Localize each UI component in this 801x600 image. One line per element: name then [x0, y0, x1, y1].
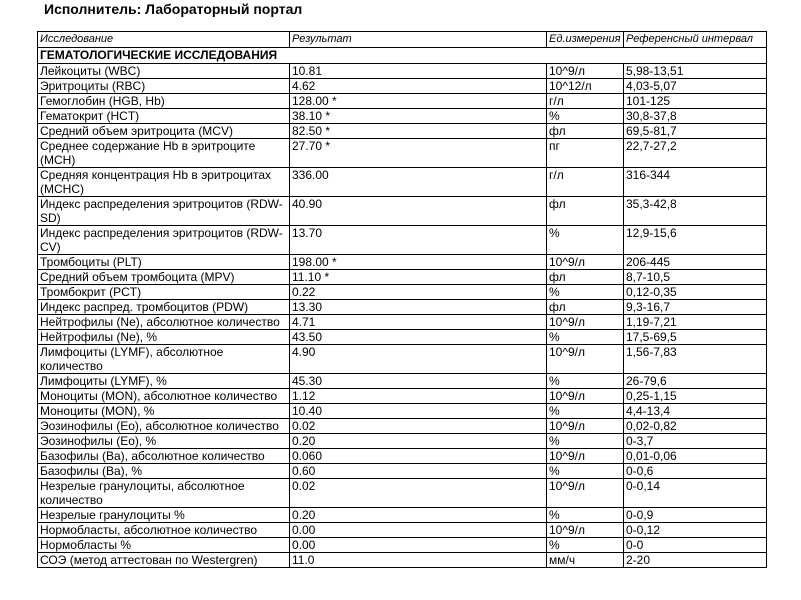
- cell-test: Незрелые гранулоциты %: [38, 508, 290, 523]
- table-row: [38, 345, 767, 374]
- table-row: [38, 330, 767, 345]
- cell-reference: 0,02-0,82: [624, 419, 767, 434]
- cell-test: Нейтрофилы (Ne), абсолютное количество: [38, 315, 290, 330]
- cell-test: Эозинофилы (Eo), абсолютное количество: [38, 419, 290, 434]
- cell-unit: %: [547, 330, 624, 345]
- cell-unit: %: [547, 404, 624, 419]
- cell-unit: 10^9/л: [547, 255, 624, 270]
- cell-result: 0.60: [290, 464, 547, 479]
- table-row: [38, 255, 767, 270]
- cell-unit: %: [547, 109, 624, 124]
- cell-result: 82.50 *: [290, 124, 547, 139]
- cell-unit: 10^9/л: [547, 419, 624, 434]
- cell-unit: %: [547, 464, 624, 479]
- cell-unit: мм/ч: [547, 553, 624, 568]
- cell-unit: 10^9/л: [547, 523, 624, 538]
- cell-reference: 26-79,6: [624, 374, 767, 389]
- cell-reference: 35,3-42,8: [624, 197, 767, 226]
- cell-test: Нейтрофилы (Ne), %: [38, 330, 290, 345]
- page-title: Исполнитель: Лабораторный портал: [44, 1, 303, 17]
- table-row: [38, 404, 767, 419]
- cell-reference: 8,7-10,5: [624, 270, 767, 285]
- cell-unit: 10^9/л: [547, 389, 624, 404]
- cell-reference: 101-125: [624, 94, 767, 109]
- cell-result: 0.20: [290, 508, 547, 523]
- cell-unit: г/л: [547, 94, 624, 109]
- cell-result: 198.00 *: [290, 255, 547, 270]
- cell-reference: 1,56-7,83: [624, 345, 767, 374]
- cell-test: Средний объем эритроцита (MCV): [38, 124, 290, 139]
- table-row: [38, 449, 767, 464]
- cell-unit: 10^12/л: [547, 79, 624, 94]
- cell-reference: 0-0,14: [624, 479, 767, 508]
- cell-result: 13.70: [290, 226, 547, 255]
- cell-reference: 0-0: [624, 538, 767, 553]
- cell-result: 10.81: [290, 64, 547, 79]
- cell-test: Базофилы (Ba), %: [38, 464, 290, 479]
- cell-unit: фл: [547, 300, 624, 315]
- table-row: [38, 124, 767, 139]
- cell-unit: 10^9/л: [547, 449, 624, 464]
- column-header-reference: Референсный интервал: [624, 32, 767, 48]
- cell-unit: 10^9/л: [547, 479, 624, 508]
- cell-test: Средний объем тромбоцита (MPV): [38, 270, 290, 285]
- cell-test: Лимфоциты (LYMF), %: [38, 374, 290, 389]
- cell-reference: 69,5-81,7: [624, 124, 767, 139]
- cell-reference: 4,4-13,4: [624, 404, 767, 419]
- cell-test: СОЭ (метод аттестован по Westergren): [38, 553, 290, 568]
- cell-reference: 22,7-27,2: [624, 139, 767, 168]
- table-row: [38, 64, 767, 79]
- cell-test: Эозинофилы (Eo), %: [38, 434, 290, 449]
- cell-test: Тромбоциты (PLT): [38, 255, 290, 270]
- cell-unit: фл: [547, 124, 624, 139]
- table-row: [38, 285, 767, 300]
- cell-test: Тромбокрит (PCT): [38, 285, 290, 300]
- cell-result: 336.00: [290, 168, 547, 197]
- cell-test: Моноциты (MON), %: [38, 404, 290, 419]
- table-row: [38, 419, 767, 434]
- cell-test: Моноциты (MON), абсолютное количество: [38, 389, 290, 404]
- cell-reference: 1,19-7,21: [624, 315, 767, 330]
- cell-result: 4.71: [290, 315, 547, 330]
- cell-test: Гематокрит (HCT): [38, 109, 290, 124]
- table-row: [38, 300, 767, 315]
- cell-test: Лейкоциты (WBC): [38, 64, 290, 79]
- cell-reference: 30,8-37,8: [624, 109, 767, 124]
- results-table: [37, 31, 767, 568]
- cell-result: 13.30: [290, 300, 547, 315]
- table-row: [38, 434, 767, 449]
- cell-test: Среднее содержание Hb в эритроците (MCH): [38, 139, 290, 168]
- cell-result: 0.00: [290, 523, 547, 538]
- cell-reference: 316-344: [624, 168, 767, 197]
- cell-test: Нормобласты %: [38, 538, 290, 553]
- cell-result: 43.50: [290, 330, 547, 345]
- column-header-unit: Ед.измерения: [547, 32, 624, 48]
- cell-unit: %: [547, 434, 624, 449]
- cell-unit: фл: [547, 197, 624, 226]
- cell-test: Незрелые гранулоциты, абсолютное количество: [38, 479, 290, 508]
- cell-test: Базофилы (Ba), абсолютное количество: [38, 449, 290, 464]
- table-row: [38, 523, 767, 538]
- cell-reference: 9,3-16,7: [624, 300, 767, 315]
- cell-test: Индекс распред. тромбоцитов (PDW): [38, 300, 290, 315]
- cell-result: 0.060: [290, 449, 547, 464]
- cell-test: Нормобласты, абсолютное количество: [38, 523, 290, 538]
- table-row: [38, 553, 767, 568]
- cell-result: 10.40: [290, 404, 547, 419]
- cell-unit: %: [547, 285, 624, 300]
- cell-unit: %: [547, 226, 624, 255]
- cell-result: 4.62: [290, 79, 547, 94]
- cell-reference: 4,03-5,07: [624, 79, 767, 94]
- cell-unit: %: [547, 374, 624, 389]
- table-row: [38, 168, 767, 197]
- cell-test: Гемоглобин (HGB, Hb): [38, 94, 290, 109]
- cell-result: 27.70 *: [290, 139, 547, 168]
- cell-result: 0.02: [290, 479, 547, 508]
- cell-unit: 10^9/л: [547, 64, 624, 79]
- cell-result: 11.0: [290, 553, 547, 568]
- cell-result: 1.12: [290, 389, 547, 404]
- cell-test: Лимфоциты (LYMF), абсолютное количество: [38, 345, 290, 374]
- table-row: [38, 79, 767, 94]
- section-title: ГЕМАТОЛОГИЧЕСКИЕ ИССЛЕДОВАНИЯ: [38, 48, 767, 64]
- table-row: [38, 226, 767, 255]
- cell-reference: 0-0,6: [624, 464, 767, 479]
- cell-reference: 0-0,9: [624, 508, 767, 523]
- cell-reference: 0-0,12: [624, 523, 767, 538]
- table-header-row: [38, 32, 767, 48]
- cell-reference: 0-3,7: [624, 434, 767, 449]
- cell-reference: 12,9-15,6: [624, 226, 767, 255]
- cell-unit: г/л: [547, 168, 624, 197]
- cell-test: Индекс распределения эритроцитов (RDW-SD): [38, 197, 290, 226]
- table-row: [38, 508, 767, 523]
- cell-unit: фл: [547, 270, 624, 285]
- cell-result: 0.02: [290, 419, 547, 434]
- table-row: [38, 464, 767, 479]
- table-row: [38, 389, 767, 404]
- cell-test: Средняя концентрация Hb в эритроцитах (MCHC): [38, 168, 290, 197]
- section-row: [38, 48, 767, 64]
- cell-reference: 0,01-0,06: [624, 449, 767, 464]
- cell-reference: 0,25-1,15: [624, 389, 767, 404]
- cell-test: Индекс распределения эритроцитов (RDW-CV): [38, 226, 290, 255]
- cell-reference: 0,12-0,35: [624, 285, 767, 300]
- table-row: [38, 374, 767, 389]
- cell-result: 0.22: [290, 285, 547, 300]
- table-row: [38, 538, 767, 553]
- table-row: [38, 109, 767, 124]
- cell-result: 40.90: [290, 197, 547, 226]
- cell-result: 128.00 *: [290, 94, 547, 109]
- cell-reference: 5,98-13,51: [624, 64, 767, 79]
- cell-unit: 10^9/л: [547, 345, 624, 374]
- column-header-result: Результат: [290, 32, 547, 48]
- cell-reference: 2-20: [624, 553, 767, 568]
- table-row: [38, 270, 767, 285]
- table-row: [38, 479, 767, 508]
- cell-result: 45.30: [290, 374, 547, 389]
- cell-result: 11.10 *: [290, 270, 547, 285]
- table-row: [38, 94, 767, 109]
- cell-unit: пг: [547, 139, 624, 168]
- table-row: [38, 139, 767, 168]
- cell-reference: 17,5-69,5: [624, 330, 767, 345]
- cell-result: 4.90: [290, 345, 547, 374]
- cell-reference: 206-445: [624, 255, 767, 270]
- cell-result: 0.20: [290, 434, 547, 449]
- column-header-test: Исследование: [38, 32, 290, 48]
- cell-test: Эритроциты (RBC): [38, 79, 290, 94]
- cell-unit: %: [547, 508, 624, 523]
- cell-result: 38.10 *: [290, 109, 547, 124]
- table-row: [38, 315, 767, 330]
- cell-result: 0.00: [290, 538, 547, 553]
- cell-unit: 10^9/л: [547, 315, 624, 330]
- cell-unit: %: [547, 538, 624, 553]
- table-row: [38, 197, 767, 226]
